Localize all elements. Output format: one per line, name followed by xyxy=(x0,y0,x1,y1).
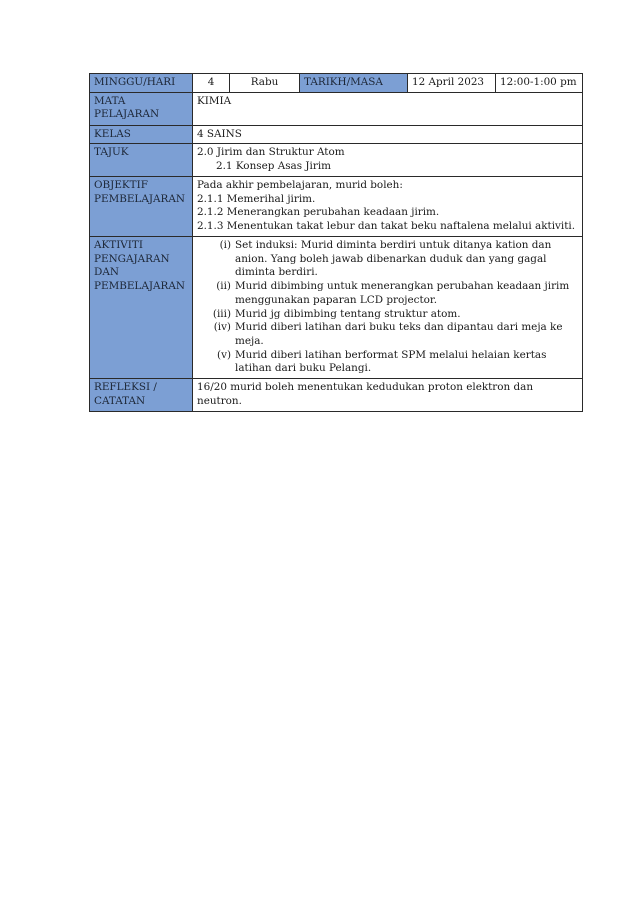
activity-text: Murid diberi latihan berformat SPM melalui helaian kertas latihan dari buku Pelangi. xyxy=(235,348,547,375)
class-row xyxy=(90,125,583,144)
topic-cell xyxy=(193,144,583,176)
objective-row xyxy=(90,176,583,236)
activity-text: Murid diberi latihan dari buku teks dan dipantau dari meja ke meja. xyxy=(235,321,563,348)
activity-text: Murid dibimbing untuk menerangkan perubahan keadaan jirim menggunakan paparan LCD projector. xyxy=(235,280,570,306)
topic-label: TAJUK xyxy=(90,144,193,176)
week-label: MINGGU/HARI xyxy=(90,74,193,93)
date-value: 12 April 2023 xyxy=(408,74,496,93)
activity-cell xyxy=(193,236,583,378)
activity-list xyxy=(197,239,578,376)
reflection-row xyxy=(90,379,583,412)
activity-number: (ii) xyxy=(216,280,231,293)
objective-intro: Pada akhir pembelajaran, murid boleh: xyxy=(197,178,403,191)
activity-label: AKTIVITI PENGAJARAN DAN PEMBELAJARAN xyxy=(90,236,193,378)
date-label: TARIKH/MASA xyxy=(300,74,408,93)
class-value: 4 SAINS xyxy=(193,125,583,144)
activity-text: Set induksi: Murid diminta berdiri untuk ditanya kation dan anion. Yang boleh jawab dibenarkan duduk dan yang gagal diminta berdiri. xyxy=(235,238,552,279)
objective-item: 2.1.3 Menentukan takat lebur dan takat beku naftalena melalui aktiviti. xyxy=(197,220,576,233)
time-value: 12:00-1:00 pm xyxy=(496,74,583,93)
reflection-label: REFLEKSI / CATATAN xyxy=(90,379,193,412)
subject-row xyxy=(90,92,583,125)
activity-text: Murid jg dibimbing tentang struktur atom. xyxy=(235,307,461,320)
class-label: KELAS xyxy=(90,125,193,144)
list-item xyxy=(197,349,578,376)
list-item xyxy=(197,239,578,280)
list-item xyxy=(197,280,578,307)
week-value: 4 xyxy=(193,74,230,93)
list-item xyxy=(197,308,578,322)
objective-label: OBJEKTIF PEMBELAJARAN xyxy=(90,176,193,236)
subject-label: MATA PELAJARAN xyxy=(90,92,193,125)
topic-line-2: 2.1 Konsep Asas Jirim xyxy=(216,160,331,173)
activity-number: (v) xyxy=(217,348,231,361)
topic-line-1: 2.0 Jirim dan Struktur Atom xyxy=(197,146,345,159)
reflection-value: 16/20 murid boleh menentukan kedudukan proton elektron dan neutron. xyxy=(193,379,583,412)
objective-item: 2.1.1 Memerihal jirim. xyxy=(197,192,316,205)
day-value: Rabu xyxy=(230,74,300,93)
activity-number: (iii) xyxy=(212,307,231,320)
lesson-plan-table xyxy=(89,73,583,412)
subject-value: KIMIA xyxy=(193,92,583,125)
topic-row xyxy=(90,144,583,176)
activity-number: (iv) xyxy=(213,321,231,334)
objective-cell xyxy=(193,176,583,236)
header-row xyxy=(90,74,583,93)
objective-item: 2.1.2 Menerangkan perubahan keadaan jirim. xyxy=(197,206,440,219)
list-item xyxy=(197,321,578,348)
lesson-plan-sheet xyxy=(89,73,582,412)
activity-number: (i) xyxy=(219,238,231,251)
activity-row xyxy=(90,236,583,378)
